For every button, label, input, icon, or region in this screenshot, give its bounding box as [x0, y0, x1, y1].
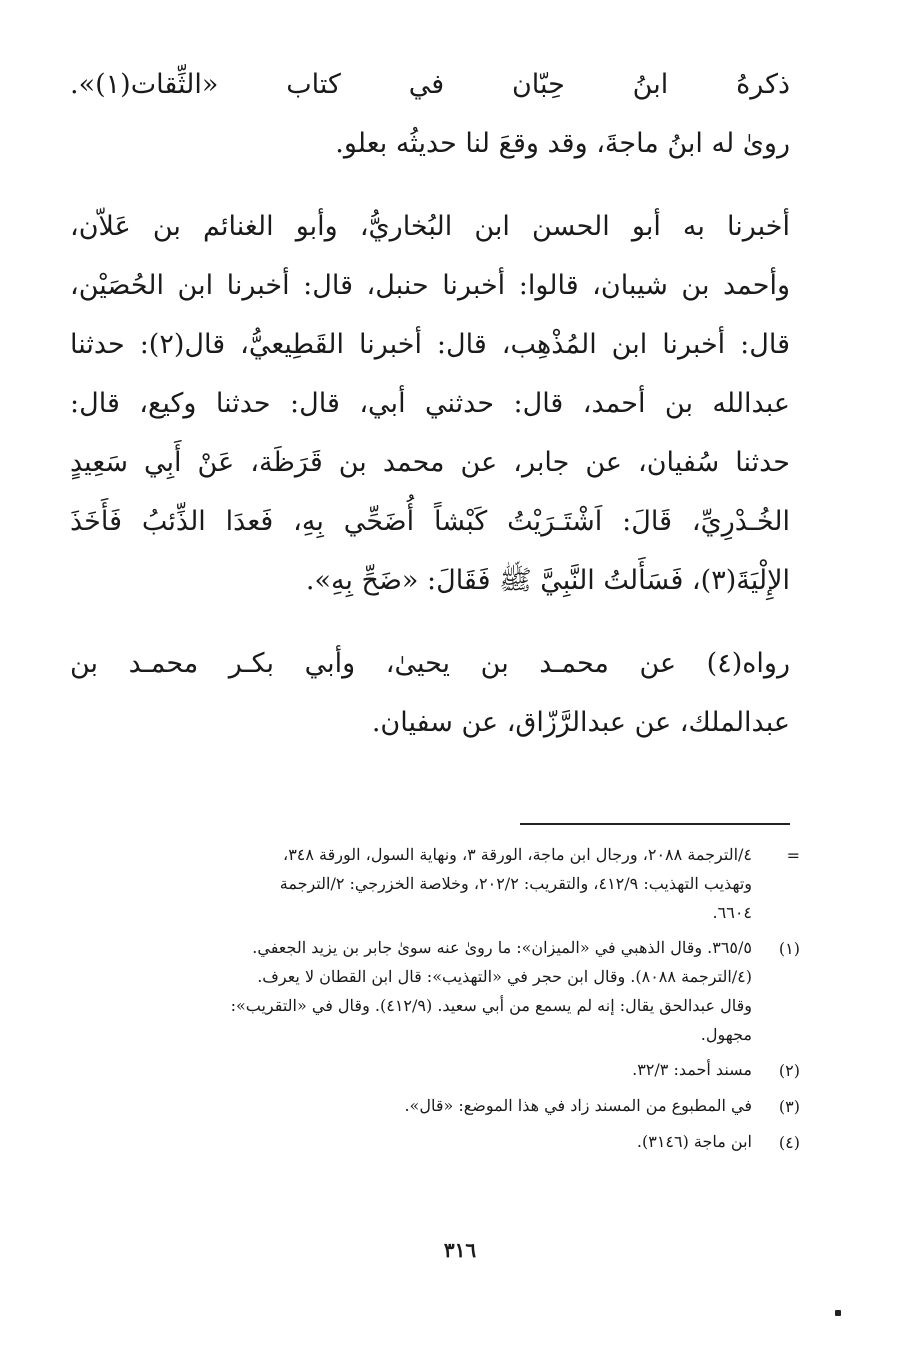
footnote-line: في المطبوع من المسند زاد في هذا الموضع: «قال». [404, 1096, 752, 1115]
footnote-line: وقال عبدالحق يقال: إنه لم يسمع من أبي سعيد. (٤١٢/٩). وقال في «التقريب»: [230, 996, 752, 1015]
text-line: قال: أخبرنا ابن المُذْهِب، قال: أخبرنا القَطِيعيُّ، قال(٢): حدثنا [70, 329, 790, 360]
footnote-4 [80, 1127, 800, 1157]
page-number: ٣١٦ [443, 1238, 477, 1262]
text-line: حدثنا سُفيان، عن جابر، عن محمد بن قَرَظَة، عَنْ أَبِي سَعِيدٍ [70, 447, 790, 478]
main-text [70, 55, 790, 752]
text-line: الإِلْيَةَ(٣)، فَسَأَلتُ النَّبِيَّ ﷺ فَقَالَ: «ضَحِّ بِهِ». [305, 565, 790, 596]
text-line: رواه(٤) عن محمـد بن يحيىٰ، وأبي بكـر محمـد بن [70, 648, 790, 679]
footnote-continued [80, 840, 800, 927]
footnote-marker: (٤) [778, 1133, 800, 1152]
footnote-marker: (١) [778, 939, 800, 958]
paragraph-1 [70, 55, 790, 173]
footnote-marker: (٢) [778, 1061, 800, 1080]
text-line: عبدالملك، عن عبدالرَّزّاق، عن سفيان. [371, 707, 790, 738]
text-line: ذكرهُ ابنُ حِبّان في كتاب «الثِّقات(١)». [70, 69, 790, 100]
footnote-separator [520, 823, 790, 825]
footnote-line: وتهذيب التهذيب: ٤١٢/٩، والتقريب: ٢٠٢/٢، وخلاصة الخزرجي: ٢/الترجمة [279, 874, 752, 893]
footnote-3 [80, 1091, 800, 1121]
footnote-line: مجهول. [700, 1025, 752, 1044]
footnote-marker: (٣) [778, 1097, 800, 1116]
text-line: روىٰ له ابنُ ماجةَ، وقد وقعَ لنا حديثُه بعلو. [335, 128, 790, 159]
footnotes [80, 840, 800, 1157]
footnote-1 [80, 933, 800, 1049]
paragraph-3 [70, 634, 790, 752]
footnote-line: ٦٦٠٤. [712, 903, 752, 922]
footnote-marker: = [786, 846, 800, 865]
text-line: عبدالله بن أحمد، قال: حدثني أبي، قال: حدثنا وكيع، قال: [70, 388, 790, 419]
footnote-2 [80, 1055, 800, 1085]
paragraph-2 [70, 197, 790, 610]
text-line: الخُـدْرِيِّ، قَالَ: اَشْتَـرَيْتُ كَبْشاً أُضَحِّي بِهِ، فَعدَا الذِّئبُ فَأَخَذَ [70, 506, 790, 537]
text-line: وأحمد بن شيبان، قالوا: أخبرنا حنبل، قال: أخبرنا ابن الحُصَيْن، [70, 270, 790, 301]
footnote-line: ٣٦٥/٥. وقال الذهبي في «الميزان»: ما روىٰ عنه سوىٰ جابر بن يزيد الجعفي. [252, 938, 752, 957]
footnote-line: ابن ماجة (٣١٤٦). [636, 1132, 752, 1151]
footnote-line: ٤/الترجمة ٢٠٨٨، ورجال ابن ماجة، الورقة ٣، ونهاية السول، الورقة ٣٤٨، [283, 845, 752, 864]
footnote-line: (٤/الترجمة ٨٠٨٨). وقال ابن حجر في «التهذيب»: قال ابن القطان لا يعرف. [257, 967, 752, 986]
scan-mark [835, 1310, 841, 1316]
footnote-line: مسند أحمد: ٣٢/٣. [632, 1060, 752, 1079]
text-line: أخبرنا به أبو الحسن ابن البُخاريُّ، وأبو الغنائم بن عَلاّن، [70, 211, 790, 242]
